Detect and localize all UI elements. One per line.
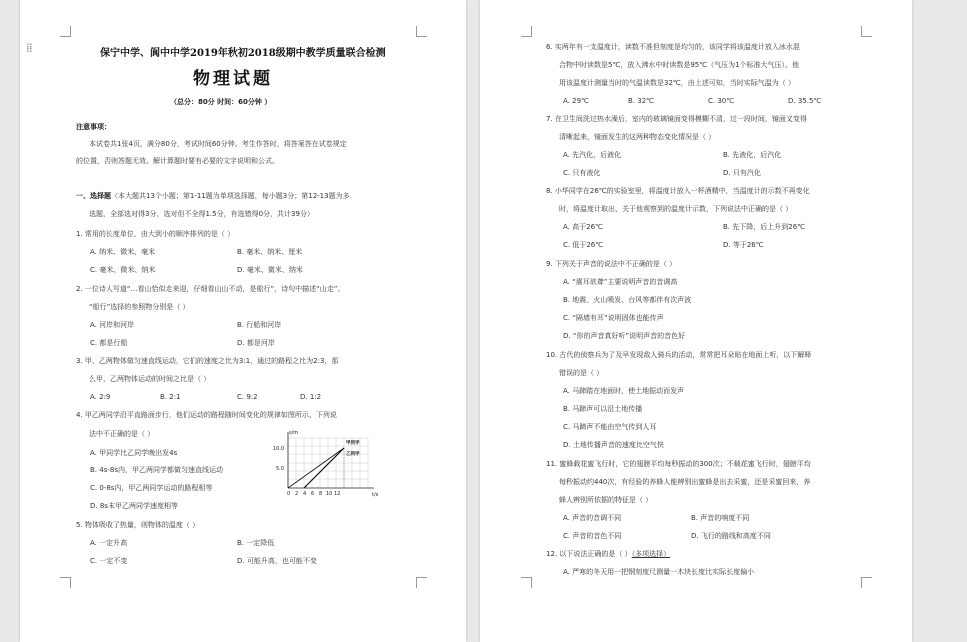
- section-desc: （本大题共13个小题；第1-11题为单项选择题，每小题3分；第12-13题为多: [111, 192, 350, 200]
- option-d: D. 只有汽化: [723, 169, 761, 177]
- option-d: D. 毫米、微米、纳米: [237, 266, 303, 274]
- option-c: C. 马蹄声不能由空气传到人耳: [563, 423, 657, 431]
- option-d: D. 8s末甲乙两同学速度相等: [90, 502, 178, 510]
- option-b: B. 一定降低: [237, 539, 275, 547]
- option-b: B. 2:1: [160, 393, 181, 401]
- option-c: C. 只有液化: [563, 169, 601, 177]
- question-stem: 4. 甲乙两同学沿平直路面步行，他们运动的路程随时间变化的规律如图所示，下列说: [76, 411, 337, 419]
- graph-y-tick: 5.0: [276, 466, 284, 472]
- option-c: C. 声音的音色不同: [563, 532, 622, 540]
- question-stem: 蜂人辨别所依据的特征是（ ）: [559, 496, 653, 504]
- option-c: C. “隔墙有耳”说明固体也能传声: [563, 314, 664, 322]
- option-a: A. 29℃: [563, 97, 589, 105]
- question-stem: 1. 常用的长度单位，由大到小的顺序排列的是（ ）: [76, 230, 235, 238]
- option-a: A. 先汽化，后液化: [563, 151, 622, 159]
- graph-x-tick: 6: [311, 491, 315, 497]
- notice-line: 本试卷共1张4页，满分80分，考试时间60分钟。考生作答时，将答案答在试卷规定: [89, 140, 347, 148]
- question-stem: 时，将温度计取出，关于他观察到的温度计示数，下列说法中正确的是（ ）: [559, 205, 793, 213]
- section-heading-line: [76, 192, 350, 201]
- notice-line: 的位置，否则答题无效。解计算题时要有必要的文字说明和公式。: [76, 157, 279, 165]
- question-stem: 8. 小华同学在26℃的实验室里，将温度计放入一杯酒精中，当温度计的示数不再变化: [546, 187, 810, 195]
- drag-handle-icon[interactable]: ⁞⁞: [26, 41, 32, 55]
- question-stem: 么甲、乙两物体运动的时间之比是（ ）: [89, 375, 211, 383]
- option-b: B. 声音的响度不同: [691, 514, 750, 522]
- distance-time-graph: [273, 428, 379, 498]
- option-d: D. 土地传播声音的速度比空气快: [563, 441, 664, 449]
- graph-x-tick: 4: [303, 491, 307, 497]
- crop-mark: [861, 577, 872, 588]
- question-stem: 6. 实两年有一支温度计，读数不准但刻度是均匀的，该同学将该温度计放入冰水混: [546, 43, 800, 51]
- graph-legend-jia: 甲同学: [346, 441, 360, 446]
- question-stem: 5. 物体吸收了热量，则物体的温度（ ）: [76, 521, 200, 529]
- option-c: C. 9:2: [237, 393, 258, 401]
- question-stem: 11. 蜜蜂载花蜜飞行时，它的翅膀平均每秒振动的300次；不载花蜜飞行时，翅膀平均: [546, 460, 811, 468]
- option-a: A. 马蹄踏在地面时，使土地振动而发声: [563, 387, 685, 395]
- graph-x-tick: 2: [295, 491, 299, 497]
- graph-x-label: t/s: [372, 492, 379, 498]
- question-stem-line: [546, 550, 670, 559]
- option-d: D. 飞行的路线和高度不同: [691, 532, 771, 540]
- graph-legend-yi: 乙同学: [346, 452, 360, 457]
- option-a: A. 纳米、微米、毫米: [90, 248, 156, 256]
- option-c: C. 一定不变: [90, 557, 128, 565]
- question-stem: “船行”选择的参照物分别是（ ）: [89, 303, 190, 311]
- option-d: D. 35.5℃: [788, 97, 822, 105]
- question-stem: 10. 古代的侦察兵为了及早发现敌人骑兵的活动，常常把耳朵贴在地面上听，以下解释: [546, 351, 812, 359]
- graph-x-tick: 8: [319, 491, 323, 497]
- option-c: C. 低于26℃: [563, 241, 604, 249]
- exam-subtitle: （总分：80分 时间：60分钟 ）: [170, 98, 272, 106]
- option-b: B. 地震、火山喷发、台风等都伴有次声波: [563, 296, 692, 304]
- section-heading: 一、选择题: [76, 192, 111, 200]
- question-stem: 错误的是（ ）: [559, 369, 604, 377]
- question-stem: 法中不正确的是（ ）: [89, 430, 155, 438]
- multi-select-tag: （多项选择）: [631, 550, 671, 558]
- graph-y-tick: 10.0: [273, 446, 285, 452]
- crop-mark: [521, 26, 532, 37]
- question-stem: 9. 下列关于声音的说法中不正确的是（ ）: [546, 260, 677, 268]
- section-desc: 选题，全部选对得3分，选对但不全得1.5分，有选错得0分，共计39分）: [89, 210, 314, 218]
- crop-mark: [60, 26, 71, 37]
- question-stem: 3. 甲、乙两物体做匀速直线运动，它们的速度之比为3:1，通过的路程之比为2:3，那: [76, 357, 339, 365]
- crop-mark: [416, 577, 427, 588]
- exam-title: 物理试题: [193, 69, 273, 89]
- option-b: B. 马蹄声可以沿土地传播: [563, 405, 643, 413]
- option-a: A. 声音的音调不同: [563, 514, 622, 522]
- graph-x-tick: 0: [287, 491, 291, 497]
- question-stem: 7. 在卫生间洗过热水澡后，室内的玻璃镜面变得模糊不清，过一段时间，镜面又变得: [546, 115, 807, 123]
- option-a: A. “震耳欲聋”主要说明声音的音调高: [563, 278, 678, 286]
- option-b: B. 毫米、纳米、厘米: [237, 248, 303, 256]
- option-d: D. 1:2: [300, 393, 322, 401]
- crop-mark: [521, 577, 532, 588]
- option-c: C. 0-8s内，甲乙两同学运动的路程相等: [90, 484, 213, 492]
- graph-y-label: s/m: [289, 430, 299, 436]
- notice-heading: 注意事项：: [76, 123, 111, 131]
- option-a: A. 高于26℃: [563, 223, 603, 231]
- option-b: B. 先液化，后汽化: [723, 151, 782, 159]
- option-a: A. 一定升高: [90, 539, 128, 547]
- question-stem: 2. 一位诗人写道“…看山恰似走来迎，仔细看山山不动，是船行”，诗句中描述“山走”、: [76, 285, 345, 293]
- option-b: B. 32℃: [628, 97, 655, 105]
- option-a: A. 严寒的冬天用一把钢刻度尺测量一木块长度比实际长度偏小: [563, 568, 755, 576]
- option-a: A. 2:9: [90, 393, 111, 401]
- question-stem: 12. 以下说法正确的是（ ）: [546, 550, 632, 558]
- crop-mark: [861, 26, 872, 37]
- option-b: B. 4s-8s内，甲乙两同学都做匀速直线运动: [90, 466, 223, 474]
- option-c: C. 都是行船: [90, 339, 128, 347]
- option-c: C. 30℃: [708, 97, 735, 105]
- option-a: A. 甲同学比乙同学晚出发4s: [90, 449, 178, 457]
- document-page-right: [480, 0, 912, 642]
- option-b: B. 先下降，后上升到26℃: [723, 223, 806, 231]
- question-stem: 用该温度计测量当时的气温读数是32℃，由上述可知，当时实际气温为（ ）: [559, 79, 795, 87]
- question-stem: 每秒振动约440次，有经验的养蜂人能辨别出蜜蜂是出去采蜜，还是采蜜回来，养: [559, 478, 811, 486]
- option-d: D. 等于26℃: [723, 241, 764, 249]
- graph-x-tick: 10: [326, 491, 333, 497]
- option-c: C. 毫米、微米、纳米: [90, 266, 156, 274]
- exam-header-line: 保宁中学、阆中中学2019年秋初2018级期中教学质量联合检测: [100, 48, 386, 59]
- option-b: B. 行船和河岸: [237, 321, 282, 329]
- option-d: D. “你的声音真好听”说明声音的音色好: [563, 332, 686, 340]
- question-stem: 清晰起来，镜面发生的这两种物态变化情况是（ ）: [559, 133, 716, 141]
- crop-mark: [416, 26, 427, 37]
- crop-mark: [60, 577, 71, 588]
- option-d: D. 都是河岸: [237, 339, 275, 347]
- option-d: D. 可能升高，也可能不变: [237, 557, 317, 565]
- question-stem: 合物中时读数是5℃，放入沸水中时读数是95℃（气压为1个标准大气压）。他: [559, 61, 800, 69]
- graph-x-tick: 12: [334, 491, 341, 497]
- option-a: A. 河岸和河岸: [90, 321, 135, 329]
